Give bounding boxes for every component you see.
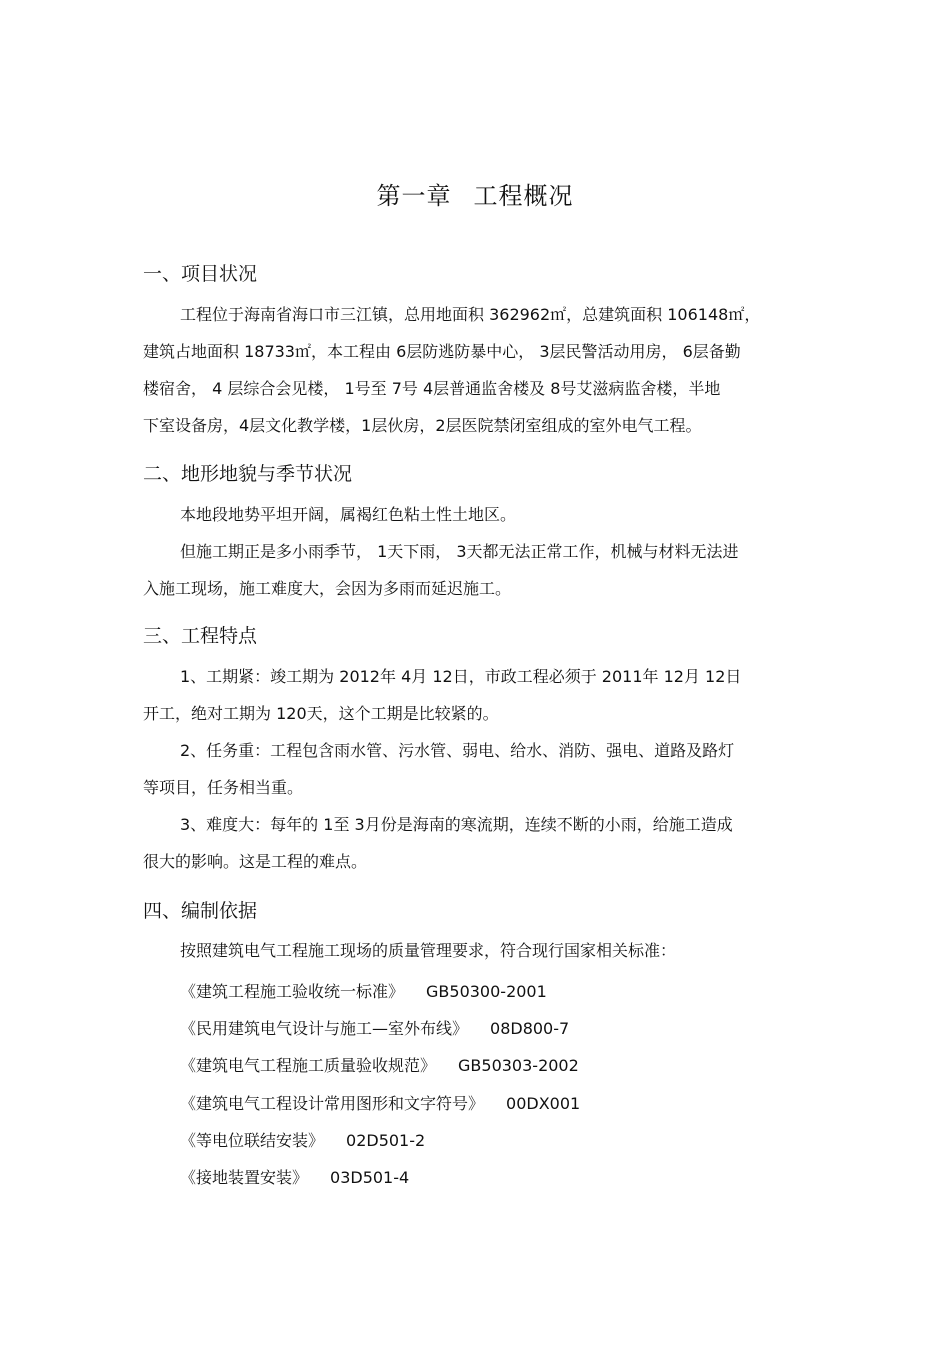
section-heading-features: 三、工程特点 (143, 625, 258, 647)
standard-code: GB50300-2001 (426, 982, 547, 1001)
paragraph-line: 下室设备房，4层文化教学楼，1层伙房，2层医院禁闭室组成的室外电气工程。 (143, 416, 702, 435)
paragraph-line: 建筑占地面积 18733㎡，本工程由 6层防逃防暴中心， 3层民警活动用房， 6层备勤 (143, 342, 741, 361)
paragraph-line: 按照建筑电气工程施工现场的质量管理要求，符合现行国家相关标准： (180, 941, 677, 960)
feature-item-line: 等项目，任务相当重。 (143, 778, 304, 797)
standard-title: 《民用建筑电气设计与施工—室外布线》 (180, 1019, 469, 1038)
feature-item-line: 3、难度大：每年的 1至 3月份是海南的寒流期，连续不断的小雨，给施工造成 (180, 815, 733, 834)
standard-code: 00DX001 (506, 1094, 581, 1113)
section-heading-project-status: 一、项目状况 (143, 263, 258, 285)
paragraph-line: 本地段地势平坦开阔，属褐红色粘土性土地区。 (180, 505, 517, 524)
paragraph-line: 工程位于海南省海口市三江镇，总用地面积 362962㎡，总建筑面积 106148㎡， (180, 305, 761, 324)
standard-reference (180, 1053, 579, 1076)
paragraph-line: 楼宿舍， 4 层综合会见楼， 1号至 7号 4层普通监舍楼及 8号艾滋病监舍楼，半地 (143, 379, 721, 398)
chapter-number: 第一章 (376, 182, 452, 210)
standard-reference (180, 1091, 580, 1114)
standard-reference (180, 1128, 425, 1151)
section-heading-basis: 四、编制依据 (143, 900, 258, 922)
project-status-paragraph (143, 296, 833, 444)
standard-code: 02D501-2 (346, 1131, 426, 1150)
section-heading-terrain: 二、地形地貌与季节状况 (143, 463, 353, 485)
standard-title: 《建筑电气工程设计常用图形和文字符号》 (180, 1094, 485, 1113)
standard-title: 《接地装置安装》 (180, 1168, 309, 1187)
feature-item-line: 很大的影响。这是工程的难点。 (143, 852, 368, 871)
standard-reference (180, 1165, 409, 1188)
features-list (143, 658, 833, 880)
feature-item-line: 1、工期紧：竣工期为 2012年 4月 12日，市政工程必须于 2011年 12月 12日 (180, 667, 742, 686)
paragraph-line: 入施工现场，施工难度大，会因为多雨而延迟施工。 (143, 579, 512, 598)
standard-title: 《建筑电气工程施工质量验收规范》 (180, 1056, 437, 1075)
feature-item-line: 2、任务重：工程包含雨水管、污水管、弱电、给水、消防、强电、道路及路灯 (180, 741, 735, 760)
standard-title: 《等电位联结安装》 (180, 1131, 325, 1150)
feature-item-line: 开工，绝对工期为 120天，这个工期是比较紧的。 (143, 704, 499, 723)
chapter-title (0, 176, 950, 211)
basis-intro (143, 932, 833, 969)
standard-title: 《建筑工程施工验收统一标准》 (180, 982, 405, 1001)
standard-reference (180, 979, 547, 1002)
standard-code: GB50303-2002 (458, 1056, 579, 1075)
terrain-paragraph (143, 496, 833, 607)
standard-code: 03D501-4 (330, 1168, 410, 1187)
standard-reference (180, 1016, 569, 1039)
chapter-name: 工程概况 (473, 182, 574, 210)
paragraph-line: 但施工期正是多小雨季节， 1天下雨， 3天都无法正常工作，机械与材料无法进 (180, 542, 739, 561)
standard-code: 08D800-7 (490, 1019, 570, 1038)
